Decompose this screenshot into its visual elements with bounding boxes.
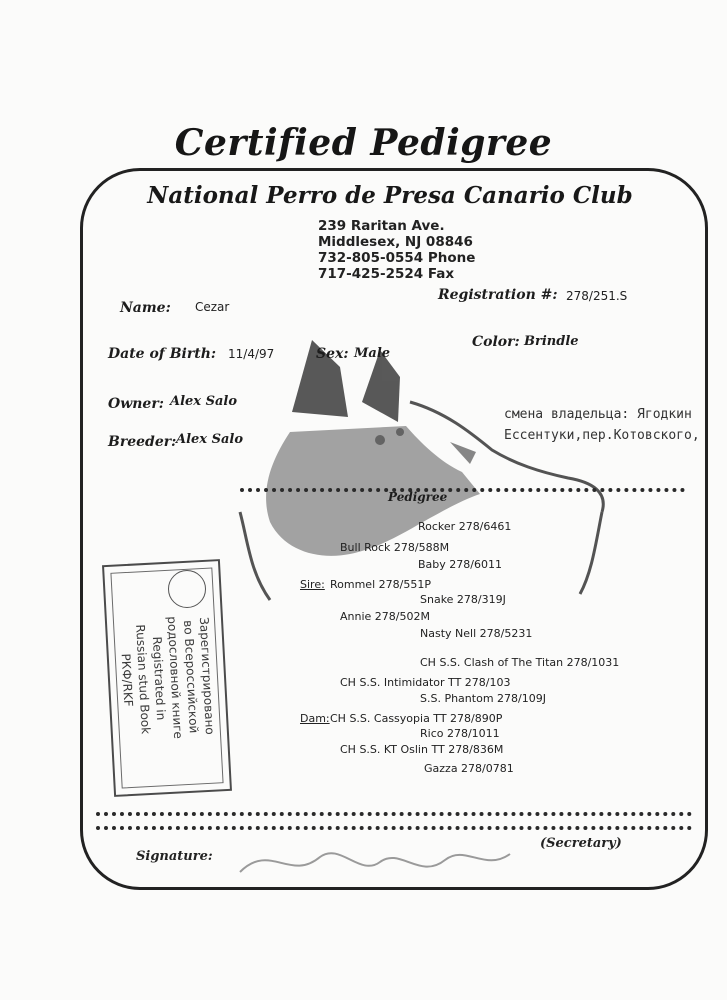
pedigree-entry: Baby 278/6011 bbox=[418, 558, 502, 571]
signature-label: Signature: bbox=[136, 849, 213, 864]
stamp-line: родословной книге bbox=[164, 615, 186, 740]
russian-note-line: Ессентуки,пер.Котовского, bbox=[504, 428, 700, 443]
pedigree-entry: Rommel 278/551P bbox=[330, 578, 431, 591]
stamp-seal-icon bbox=[168, 570, 206, 608]
dam-label: Dam: bbox=[300, 712, 330, 725]
pedigree-entry: Annie 278/502M bbox=[340, 610, 430, 623]
name-label: Name: bbox=[120, 300, 171, 316]
pedigree-entry: CH S.S. Intimidator TT 278/103 bbox=[340, 676, 511, 689]
pedigree-entry: Rocker 278/6461 bbox=[418, 520, 512, 533]
dob-label: Date of Birth: bbox=[108, 346, 217, 362]
pedigree-heading: Pedigree bbox=[388, 490, 448, 504]
pedigree-entry: CH S.S. KT Oslin TT 278/836M bbox=[340, 743, 504, 756]
breeder-value: Alex Salo bbox=[176, 432, 243, 447]
color-value: Brindle bbox=[524, 334, 579, 349]
dotted-divider bbox=[240, 488, 685, 492]
color-label: Color: bbox=[472, 334, 520, 350]
owner-value: Alex Salo bbox=[170, 394, 237, 409]
stamp-text bbox=[114, 571, 221, 786]
pedigree-entry: S.S. Phantom 278/109J bbox=[420, 692, 546, 705]
registration-stamp bbox=[102, 559, 232, 797]
sire-label: Sire: bbox=[300, 578, 325, 591]
pedigree-entry: Nasty Nell 278/5231 bbox=[420, 627, 533, 640]
address-line: Middlesex, NJ 08846 bbox=[318, 234, 473, 250]
club-address bbox=[318, 218, 475, 282]
name-value: Cezar bbox=[195, 300, 230, 314]
pedigree-entry: CH S.S. Clash of The Titan 278/1031 bbox=[420, 656, 620, 669]
sex-value: Male bbox=[354, 346, 391, 361]
registration-value: 278/251.S bbox=[566, 289, 628, 303]
sex-label: Sex: bbox=[316, 346, 349, 362]
secretary-label: (Secretary) bbox=[540, 836, 622, 851]
address-line: 239 Raritan Ave. bbox=[318, 218, 445, 234]
stamp-line: Registrated in bbox=[149, 636, 169, 721]
document-title: Certified Pedigree bbox=[174, 122, 553, 164]
signature-scribble bbox=[230, 832, 520, 892]
club-name: National Perro de Presa Canario Club bbox=[147, 182, 633, 209]
stamp-line: Зарегистрировано bbox=[196, 616, 218, 736]
dob-value: 11/4/97 bbox=[228, 347, 275, 361]
address-line: 717-425-2524 Fax bbox=[318, 266, 455, 282]
breeder-label: Breeder: bbox=[108, 434, 177, 450]
stamp-line: Russian stud Book bbox=[133, 624, 153, 735]
russian-note-line: смена владельца: Ягодкин bbox=[504, 407, 692, 422]
pedigree-entry: Snake 278/319J bbox=[420, 593, 506, 606]
dotted-divider bbox=[96, 812, 692, 816]
stamp-line: во Всероссийской bbox=[181, 619, 201, 734]
dotted-divider bbox=[96, 826, 692, 830]
address-line: 732-805-0554 Phone bbox=[318, 250, 476, 266]
owner-label: Owner: bbox=[108, 396, 164, 412]
pedigree-entry: Rico 278/1011 bbox=[420, 727, 500, 740]
pedigree-entry: Gazza 278/0781 bbox=[424, 762, 514, 775]
pedigree-entry: CH S.S. Cassyopia TT 278/890P bbox=[330, 712, 503, 725]
stamp-line: РКФ/RKF bbox=[118, 653, 136, 708]
pedigree-entry: Bull Rock 278/588M bbox=[340, 541, 450, 554]
registration-label: Registration #: bbox=[438, 287, 558, 303]
